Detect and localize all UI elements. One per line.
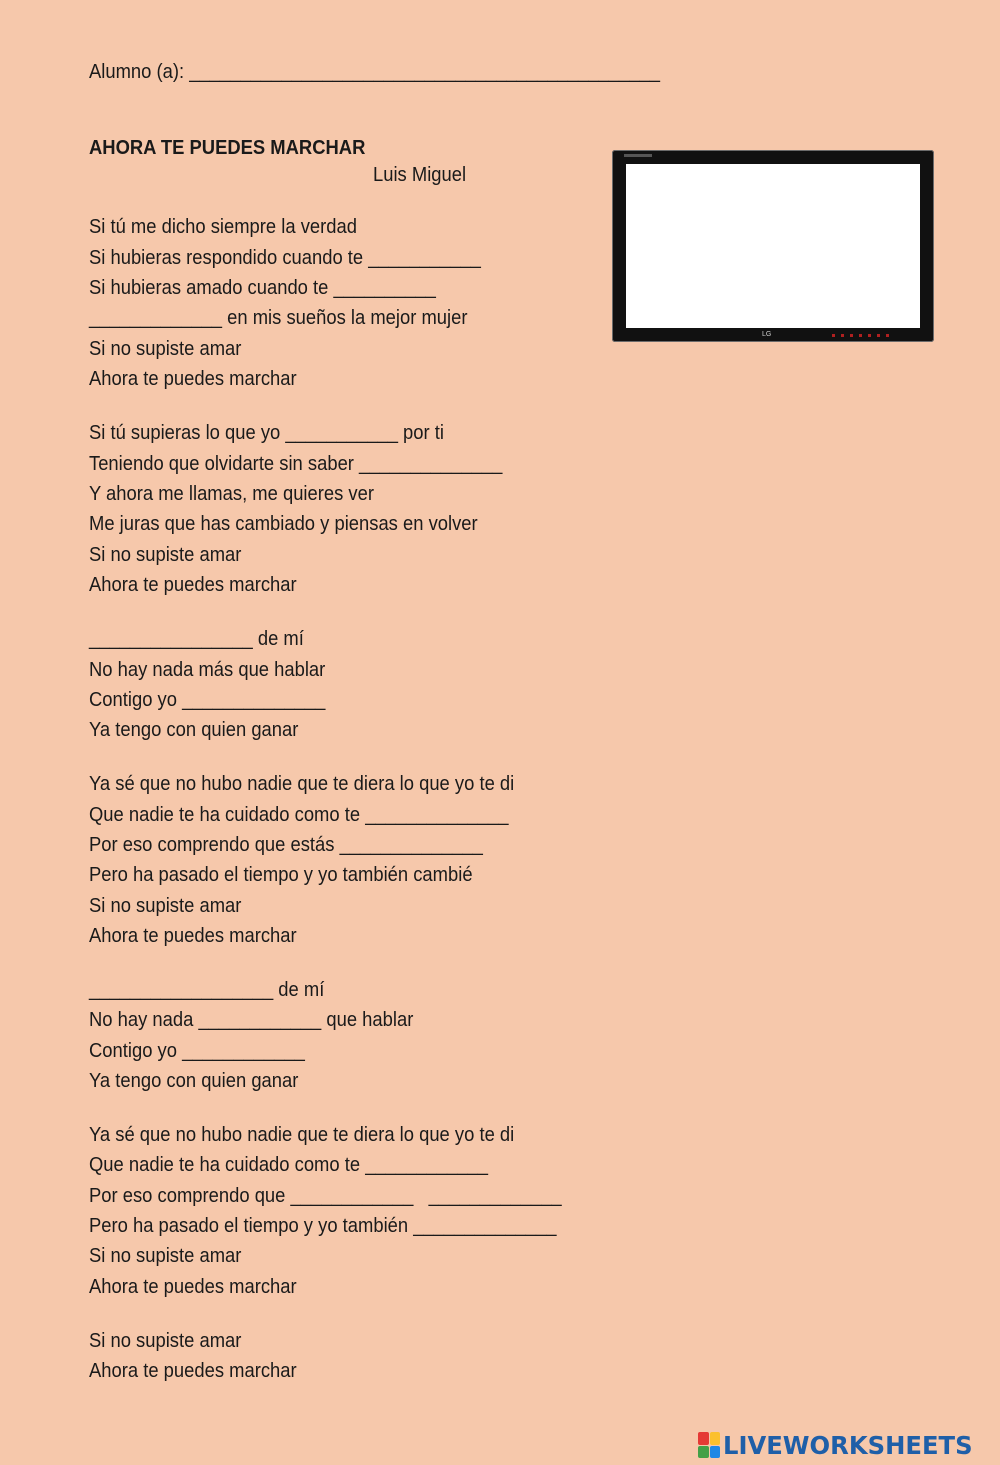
liveworksheets-logo-text: LIVEWORKSHEETS — [723, 1430, 973, 1460]
lyric-line: Ahora te puedes marchar — [89, 1360, 297, 1382]
lyric-line[interactable]: ________________ de mí — [89, 628, 304, 650]
lyric-line[interactable]: Contigo yo ____________ — [89, 1040, 305, 1062]
lyric-line: Ya tengo con quien ganar — [89, 719, 299, 741]
student-name-field[interactable]: Alumno (a): ______________________________________________ — [89, 61, 660, 83]
tv-brand-label: LG — [762, 331, 772, 338]
lyric-line: Ahora te puedes marchar — [89, 368, 297, 390]
lyric-line[interactable]: Si hubieras respondido cuando te ___________ — [89, 247, 481, 269]
lyric-line: Si no supiste amar — [89, 895, 242, 917]
song-title: AHORA TE PUEDES MARCHAR — [89, 137, 366, 159]
tv-top-label — [624, 154, 652, 157]
lyric-line: Si tú me dicho siempre la verdad — [89, 216, 357, 238]
video-screen[interactable] — [626, 164, 920, 328]
tv-monitor-icon[interactable] — [612, 150, 934, 342]
lyric-line: Ya sé que no hubo nadie que te diera lo que yo te di — [89, 1124, 515, 1146]
lyric-line[interactable]: Pero ha pasado el tiempo y yo también ______________ — [89, 1215, 557, 1237]
lyric-line[interactable]: __________________ de mí — [89, 979, 325, 1001]
lyric-line[interactable]: No hay nada ____________ que hablar — [89, 1009, 414, 1031]
song-artist: Luis Miguel — [373, 164, 467, 186]
liveworksheets-logo — [698, 1430, 980, 1460]
lyric-line: Ahora te puedes marchar — [89, 1276, 297, 1298]
lyric-line[interactable]: _____________ en mis sueños la mejor mujer — [89, 307, 468, 329]
lyric-line: Si no supiste amar — [89, 1330, 242, 1352]
lyric-line: Pero ha pasado el tiempo y yo también cambié — [89, 864, 473, 886]
lyric-line: Ya sé que no hubo nadie que te diera lo que yo te di — [89, 773, 515, 795]
lyric-line: Si no supiste amar — [89, 1245, 242, 1267]
lyric-line: Si no supiste amar — [89, 544, 242, 566]
lyric-line: No hay nada más que hablar — [89, 659, 326, 681]
lyric-line[interactable]: Teniendo que olvidarte sin saber ______________ — [89, 453, 503, 475]
lyric-line: Ahora te puedes marchar — [89, 574, 297, 596]
liveworksheets-logo-icon — [698, 1432, 720, 1458]
lyric-line: Si no supiste amar — [89, 338, 242, 360]
lyric-line: Y ahora me llamas, me quieres ver — [89, 483, 374, 505]
tv-indicator-lights — [832, 334, 890, 337]
lyric-line[interactable]: Por eso comprendo que estás ______________ — [89, 834, 483, 856]
lyric-line[interactable]: Si tú supieras lo que yo ___________ por ti — [89, 422, 444, 444]
lyric-line[interactable]: Que nadie te ha cuidado como te ______________ — [89, 804, 509, 826]
lyric-line: Ahora te puedes marchar — [89, 925, 297, 947]
lyric-line[interactable]: Si hubieras amado cuando te __________ — [89, 277, 436, 299]
lyric-line[interactable]: Contigo yo ______________ — [89, 689, 326, 711]
lyric-line: Me juras que has cambiado y piensas en volver — [89, 513, 478, 535]
lyric-line[interactable]: Que nadie te ha cuidado como te ____________ — [89, 1154, 488, 1176]
lyric-line: Ya tengo con quien ganar — [89, 1070, 299, 1092]
lyric-line[interactable]: Por eso comprendo que ____________ _____________ — [89, 1185, 562, 1207]
